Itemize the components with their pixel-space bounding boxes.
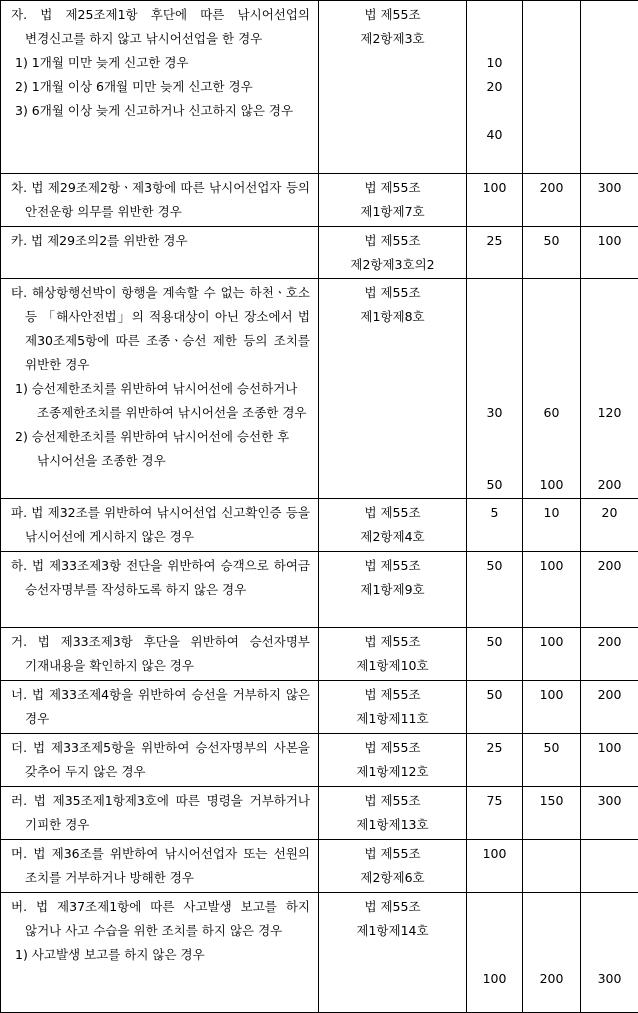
sub-item: 1) 승선제한조치를 위반하여 낚시어선에 승선하거나 조종제한조치를 위반하여 낚시어선을 조종한 경우 bbox=[11, 377, 310, 425]
table-row bbox=[1, 174, 638, 227]
violation-description: 자. 법 제25조제1항 후단에 따른 낚시어선업의 변경신고를 하지 않고 낚시어선업을 한 경우 1) 1개월 미만 늦게 신고한 경우 2) 1개월 이상 6개월 미만 늦게 신고한 경우 3) 6개월 이상 늦게 신고하거나 신고하지 않은 경우 bbox=[1, 1, 319, 174]
table-row bbox=[1, 734, 638, 787]
table-row bbox=[1, 893, 638, 1013]
fine-third: 100 bbox=[581, 734, 638, 787]
legal-basis: 법 제55조 제2항제3호 bbox=[319, 1, 467, 174]
fine-second: 50 bbox=[523, 734, 581, 787]
fine-second: 50 bbox=[523, 227, 581, 279]
fine-first: 25 bbox=[467, 227, 523, 279]
violation-description: 파. 법 제32조를 위반하여 낚시어선업 신고확인증 등을 낚시어선에 게시하지 않은 경우 bbox=[1, 499, 319, 552]
legal-basis: 법 제55조 제2항제6호 bbox=[319, 840, 467, 893]
violation-description: 머. 법 제36조를 위반하여 낚시어선업자 또는 선원의 조치를 거부하거나 방해한 경우 bbox=[1, 840, 319, 893]
violation-description: 하. 법 제33조제3항 전단을 위반하여 승객으로 하여금 승선자명부를 작성하도록 하지 않은 경우 bbox=[1, 552, 319, 628]
fine-first: 100 bbox=[467, 174, 523, 227]
fine-second: 100 bbox=[523, 628, 581, 681]
legal-basis: 법 제55조 제1항제9호 bbox=[319, 552, 467, 628]
table-row bbox=[1, 628, 638, 681]
sub-item: 1) 사고발생 보고를 하지 않은 경우 bbox=[11, 943, 310, 967]
fine-third: 200 bbox=[581, 552, 638, 628]
sub-item: 2) 1개월 이상 6개월 미만 늦게 신고한 경우 bbox=[11, 75, 310, 99]
sub-item: 2) 승선제한조치를 위반하여 낚시어선에 승선한 후 낚시어선을 조종한 경우 bbox=[11, 425, 310, 473]
fine-second: 100 bbox=[523, 552, 581, 628]
violation-description: 너. 법 제33조제4항을 위반하여 승선을 거부하지 않은 경우 bbox=[1, 681, 319, 734]
table-row bbox=[1, 227, 638, 279]
legal-basis: 법 제55조 제2항제4호 bbox=[319, 499, 467, 552]
fine-second bbox=[523, 840, 581, 893]
legal-basis: 법 제55조 제1항제13호 bbox=[319, 787, 467, 840]
fine-third: 300 bbox=[581, 893, 638, 1013]
sub-item: 1) 1개월 미만 늦게 신고한 경우 bbox=[11, 51, 310, 75]
table-row bbox=[1, 840, 638, 893]
sub-item: 3) 6개월 이상 늦게 신고하거나 신고하지 않은 경우 bbox=[11, 99, 310, 123]
legal-basis: 법 제55조 제1항제12호 bbox=[319, 734, 467, 787]
table-row bbox=[1, 787, 638, 840]
table-row bbox=[1, 681, 638, 734]
violation-description: 타. 해상항행선박이 항행을 계속할 수 없는 하천ㆍ호소 등 「해사안전법」의 적용대상이 아닌 장소에서 법 제30조제5항에 따른 조종ㆍ승선 제한 등의 조치를 위반한 경우 1) 승선제한조치를 위반하여 낚시어선에 승선하거나 조종제한조치를 위반하여 낚시어선을 조종한 경우 2) 승선제한조치를 위반하여 낚시어선에 승선한 후 낚시어선을 조종한 경우 bbox=[1, 279, 319, 499]
fine-second: 200 bbox=[523, 174, 581, 227]
fine-second bbox=[523, 1, 581, 174]
violation-description: 버. 법 제37조제1항에 따른 사고발생 보고를 하지 않거나 사고 수습을 위한 조치를 하지 않은 경우 1) 사고발생 보고를 하지 않은 경우 bbox=[1, 893, 319, 1013]
fine-first: 100 bbox=[467, 840, 523, 893]
fine-first: 50 bbox=[467, 628, 523, 681]
fine-first: 50 bbox=[467, 552, 523, 628]
table-row bbox=[1, 499, 638, 552]
legal-basis: 법 제55조 제1항제10호 bbox=[319, 628, 467, 681]
legal-basis: 법 제55조 제1항제14호 bbox=[319, 893, 467, 1013]
fine-third: 20 bbox=[581, 499, 638, 552]
legal-basis: 법 제55조 제1항제7호 bbox=[319, 174, 467, 227]
fine-second: 10 bbox=[523, 499, 581, 552]
violation-description: 거. 법 제33조제3항 후단을 위반하여 승선자명부 기재내용을 확인하지 않은 경우 bbox=[1, 628, 319, 681]
fine-first: 10 20 40 bbox=[467, 1, 523, 174]
fine-third bbox=[581, 840, 638, 893]
fine-third: 200 bbox=[581, 628, 638, 681]
violation-description: 러. 법 제35조제1항제3호에 따른 명령을 거부하거나 기피한 경우 bbox=[1, 787, 319, 840]
legal-basis: 법 제55조 제1항제8호 bbox=[319, 279, 467, 499]
fine-third: 120 200 bbox=[581, 279, 638, 499]
fine-third: 100 bbox=[581, 227, 638, 279]
fine-third bbox=[581, 1, 638, 174]
fine-first: 25 bbox=[467, 734, 523, 787]
fine-first: 5 bbox=[467, 499, 523, 552]
fine-first: 100 bbox=[467, 893, 523, 1013]
fine-second: 150 bbox=[523, 787, 581, 840]
legal-basis: 법 제55조 제1항제11호 bbox=[319, 681, 467, 734]
fine-second: 60 100 bbox=[523, 279, 581, 499]
fine-first: 50 bbox=[467, 681, 523, 734]
table-row bbox=[1, 552, 638, 628]
table-row bbox=[1, 1, 638, 174]
violation-description: 더. 법 제33조제5항을 위반하여 승선자명부의 사본을 갖추어 두지 않은 경우 bbox=[1, 734, 319, 787]
violation-description: 카. 법 제29조의2를 위반한 경우 bbox=[1, 227, 319, 279]
fine-third: 200 bbox=[581, 681, 638, 734]
fine-second: 100 bbox=[523, 681, 581, 734]
table-row bbox=[1, 279, 638, 499]
fine-first: 30 50 bbox=[467, 279, 523, 499]
fine-first: 75 bbox=[467, 787, 523, 840]
violation-description: 차. 법 제29조제2항ㆍ제3항에 따른 낚시어선업자 등의 안전운항 의무를 위반한 경우 bbox=[1, 174, 319, 227]
fine-third: 300 bbox=[581, 787, 638, 840]
fine-second: 200 bbox=[523, 893, 581, 1013]
fine-third: 300 bbox=[581, 174, 638, 227]
legal-basis: 법 제55조 제2항제3호의2 bbox=[319, 227, 467, 279]
